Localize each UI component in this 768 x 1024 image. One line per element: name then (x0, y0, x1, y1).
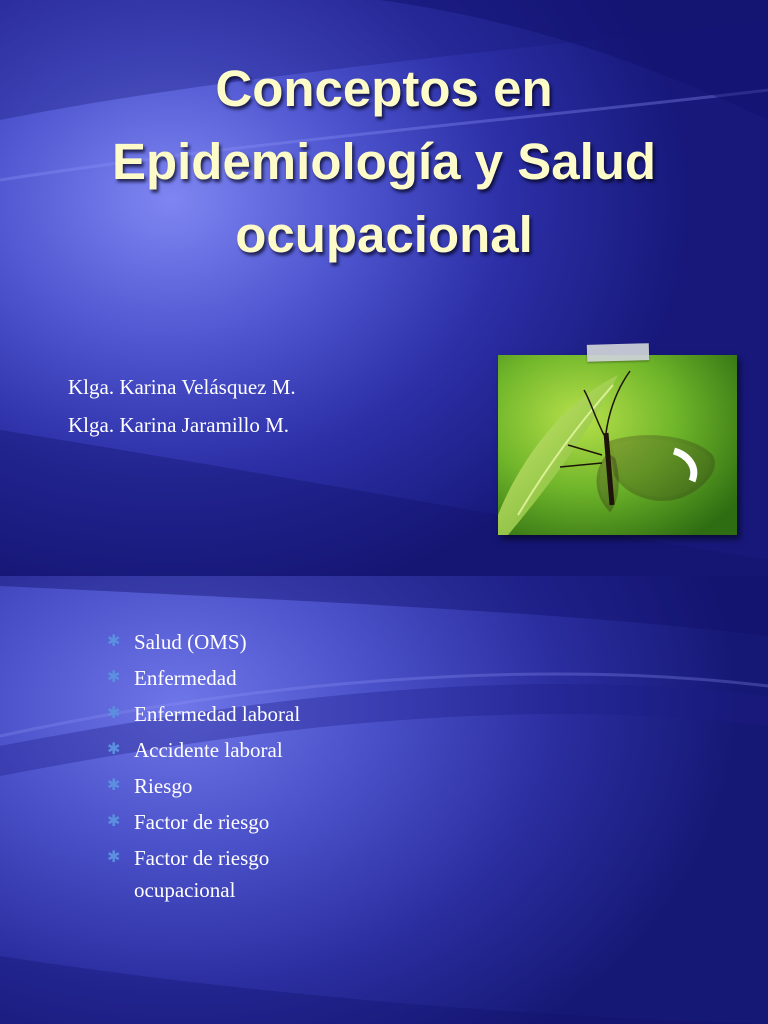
list-item (107, 770, 364, 802)
asterisk-icon: ✱ (107, 741, 121, 758)
bullet-text: Accidente laboral (134, 738, 283, 762)
title-line: Conceptos en (215, 60, 553, 117)
title-line: ocupacional (235, 206, 533, 263)
bullet-list (107, 626, 364, 910)
authors (68, 368, 296, 444)
butterfly-image (498, 355, 737, 535)
list-item (107, 842, 364, 906)
butterfly-photo (498, 355, 737, 535)
slide-title (20, 52, 748, 271)
bullet-text: Factor de riesgo ocupacional (134, 846, 270, 902)
title-line: Epidemiología y Salud (111, 133, 657, 190)
bullet-text: Enfermedad (134, 666, 237, 690)
author-name: Klga. Karina Velásquez M. (68, 375, 296, 399)
tape-strip (587, 343, 649, 362)
bullet-text: Factor de riesgo (134, 810, 270, 834)
list-item (107, 626, 364, 658)
asterisk-icon: ✱ (107, 633, 121, 650)
list-item (107, 662, 364, 694)
bullet-text: Salud (OMS) (134, 630, 247, 654)
author-name: Klga. Karina Jaramillo M. (68, 413, 290, 437)
asterisk-icon: ✱ (107, 669, 121, 686)
asterisk-icon: ✱ (107, 777, 121, 794)
bullet-text: Riesgo (134, 774, 193, 798)
asterisk-icon: ✱ (107, 849, 121, 866)
asterisk-icon: ✱ (107, 813, 121, 830)
bullet-text: Enfermedad laboral (134, 702, 301, 726)
list-item (107, 734, 364, 766)
asterisk-icon: ✱ (107, 705, 121, 722)
list-item (107, 698, 364, 730)
list-item (107, 806, 364, 838)
